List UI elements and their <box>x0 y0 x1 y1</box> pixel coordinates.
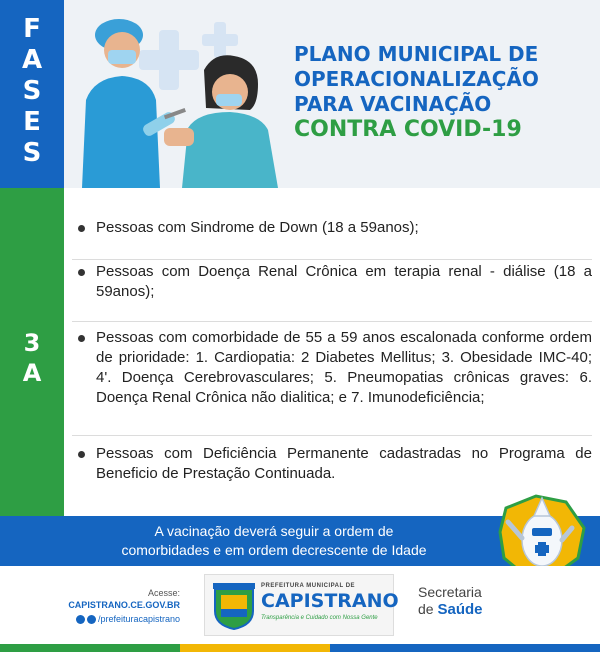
fases-letter: A <box>21 45 43 75</box>
footer <box>0 566 600 652</box>
fases-letter: S <box>22 138 42 168</box>
notice-line-2: comorbidades e em ordem decrescente de Idade <box>121 542 427 558</box>
list-item <box>72 322 592 436</box>
logo-city-name: CAPISTRANO <box>261 590 399 612</box>
social-handle[interactable] <box>40 614 180 624</box>
campaign-title <box>294 42 594 142</box>
phase-panel <box>0 188 64 516</box>
title-line-4: CONTRA COVID-19 <box>294 117 522 142</box>
fases-letter: E <box>23 107 41 137</box>
phase-letter: 3 <box>23 329 41 357</box>
priority-list <box>64 188 600 516</box>
vaccination-illustration <box>64 0 294 188</box>
logo-slogan: Transparência e Cuidado com Nossa Gente <box>261 615 378 621</box>
fases-letter: F <box>23 14 41 44</box>
notice-line-1: A vacinação deverá seguir a ordem de <box>154 523 394 539</box>
phase-label <box>0 328 64 388</box>
facebook-icon <box>76 615 85 624</box>
fases-label <box>0 14 64 169</box>
list-item <box>72 218 592 260</box>
instagram-icon <box>87 615 96 624</box>
prefeitura-logo <box>204 574 399 636</box>
list-item-text: Pessoas com Deficiência Permanente cadastradas no Programa de Beneficio de Prestação Continuada. <box>96 445 592 482</box>
title-line-1: PLANO MUNICIPAL DE <box>294 42 539 66</box>
access-label: Acesse: <box>147 588 180 598</box>
saude-text: Saúde <box>437 601 483 618</box>
fases-label-panel <box>0 0 64 188</box>
bullet-icon <box>78 269 85 276</box>
list-item-text: Pessoas com Doença Renal Crônica em terapia renal - diálise (18 a 59anos); <box>96 263 592 300</box>
footer-color-stripe <box>0 644 600 652</box>
list-item <box>72 260 592 322</box>
list-item-text: Pessoas com comorbidade de 55 a 59 anos escalonada conforme ordem de prioridade: 1. Cardiopatia: 2 Diabetes Mellitus; 3. Obesidade IMC-40; 4'. Doença Cerebrovasculares; 5. Pneumopatias crônicas graves: 6. Doença Renal Crônica não dialitica; e 7. Imunodeficiência; <box>96 329 592 406</box>
website-link[interactable]: CAPISTRANO.CE.GOV.BR <box>68 600 180 610</box>
secretaria-de-text: de <box>418 601 434 617</box>
logo-top-text: PREFEITURA MUNICIPAL DE <box>261 583 356 589</box>
bullet-icon <box>78 225 85 232</box>
title-line-3: PARA VACINAÇÃO <box>294 92 492 116</box>
secretaria-text: Secretaria <box>418 584 482 600</box>
notice-text <box>64 522 484 560</box>
social-handle-text: /prefeituracapistrano <box>97 614 180 624</box>
fases-letter: S <box>22 76 42 106</box>
phase-letter: A <box>22 359 42 387</box>
bullet-icon <box>78 335 85 342</box>
bullet-icon <box>78 451 85 458</box>
city-crest-icon <box>211 581 257 631</box>
list-item-text: Pessoas com Sindrome de Down (18 a 59anos); <box>96 219 419 236</box>
header <box>64 0 600 188</box>
title-line-2: OPERACIONALIZAÇÃO <box>294 67 539 91</box>
secretaria-saude-logo <box>418 584 482 618</box>
